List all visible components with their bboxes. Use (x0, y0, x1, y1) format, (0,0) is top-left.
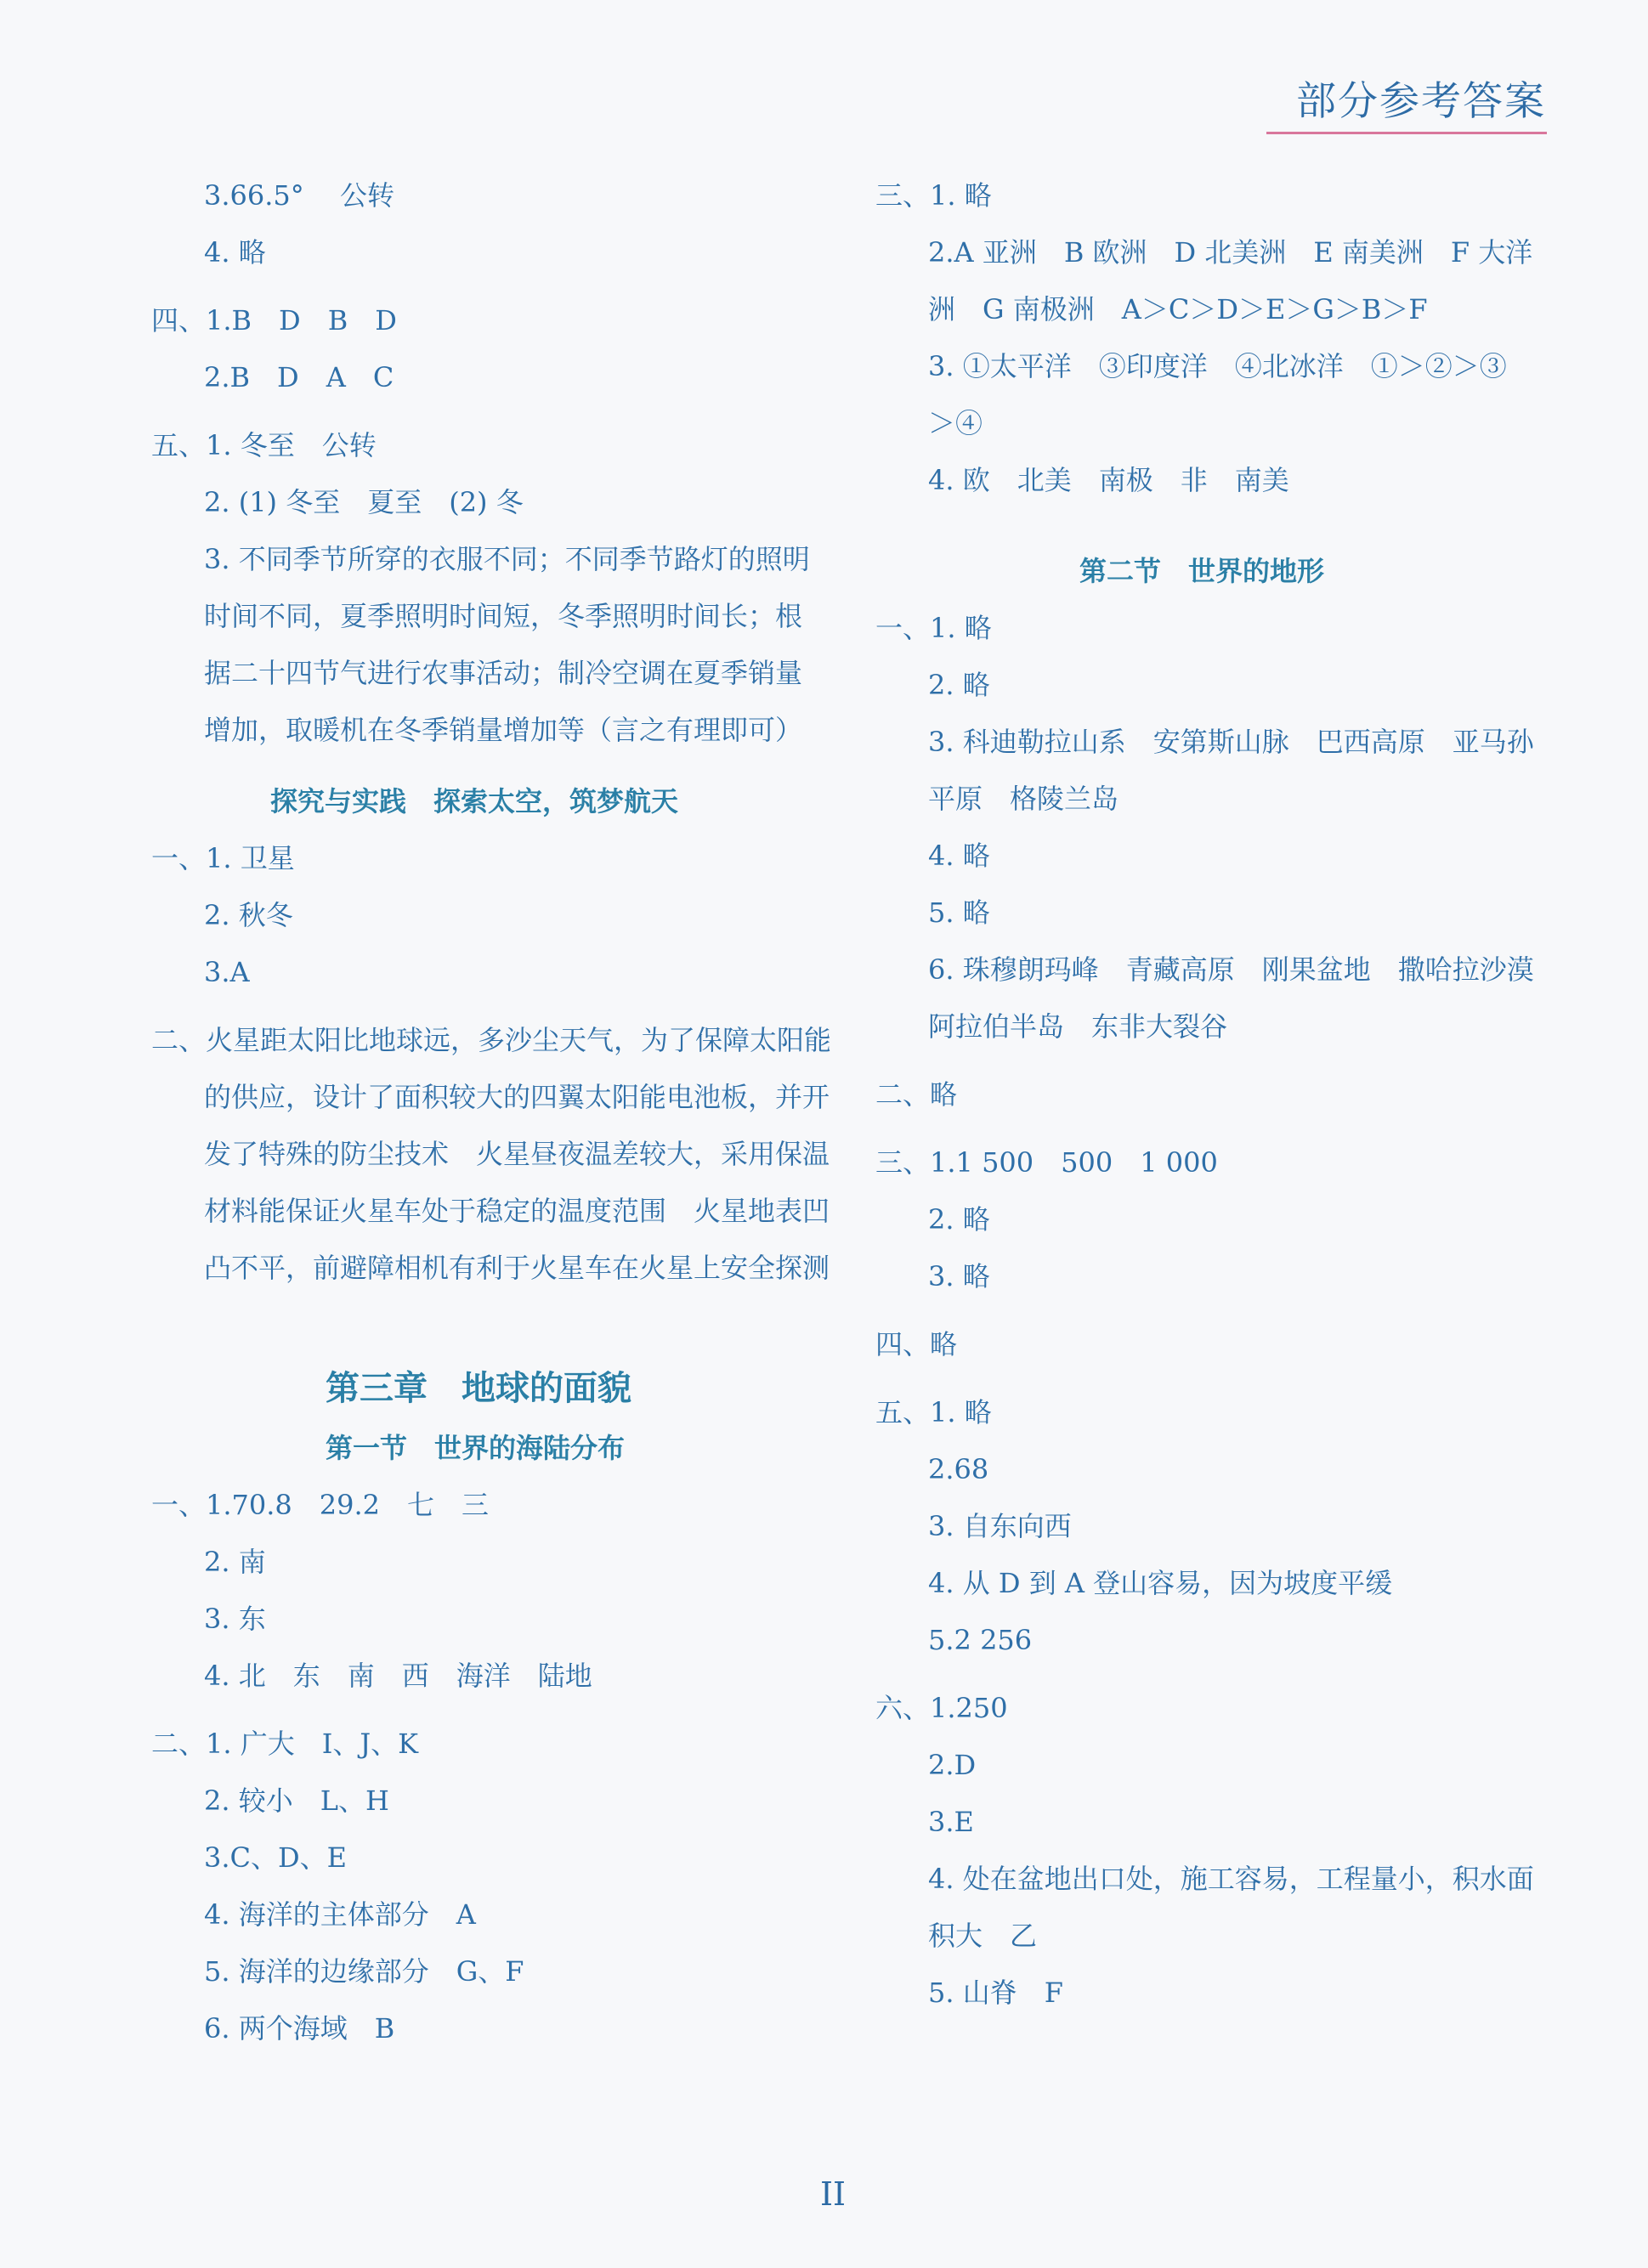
answer-line: 3.E (928, 1806, 974, 1838)
answer-line: 2. (1) 冬至 夏至 (2) 冬 (204, 486, 524, 518)
answer-line: 4. 欧 北美 南极 非 南美 (928, 464, 1289, 496)
answer-line: 五、1. 冬至 公转 (151, 429, 377, 461)
answer-line: 2. 略 (928, 669, 990, 701)
section-heading: 探究与实践 探索太空，筑梦航天 (270, 785, 679, 817)
answer-line: 3. 自东向西 (928, 1510, 1072, 1542)
answer-line: 4. 略 (204, 236, 266, 269)
answer-line: 2.B D A C (204, 361, 394, 393)
answer-line: 3. 科迪勒拉山系 安第斯山脉 巴西高原 亚马孙 (928, 726, 1534, 758)
page-number: II (820, 2175, 847, 2213)
answer-line: 3. 不同季节所穿的衣服不同；不同季节路灯的照明 (204, 543, 810, 575)
answer-line: 3. 略 (928, 1260, 990, 1292)
answer-line: 一、1. 略 (875, 612, 992, 644)
answer-line: 5.2 256 (928, 1624, 1033, 1656)
answer-line: 二、略 (875, 1078, 958, 1111)
answer-line: 2.D (928, 1749, 977, 1781)
answer-line: 3. ①太平洋 ③印度洋 ④北冰洋 ①＞②＞③ (928, 350, 1507, 382)
answer-line: 增加，取暖机在冬季销量增加等（言之有理即可） (204, 714, 803, 746)
chapter-heading: 第三章 地球的面貌 (326, 1368, 631, 1408)
answer-line: 4. 北 东 南 西 海洋 陆地 (204, 1660, 592, 1692)
answer-line: ＞④ (928, 407, 983, 439)
answer-line: 2. 略 (928, 1203, 990, 1236)
answer-line: 发了特殊的防尘技术 火星昼夜温差较大，采用保温 (204, 1138, 830, 1170)
answer-line: 3.66.5° 公转 (204, 179, 394, 212)
answer-line: 5. 略 (928, 896, 990, 929)
answer-line: 3.A (204, 956, 250, 988)
section-heading: 第二节 世界的地形 (1079, 555, 1325, 587)
answer-line: 二、火星距太阳比地球远，多沙尘天气，为了保障太阳能 (151, 1024, 832, 1056)
answer-line: 2. 较小 L、H (204, 1784, 389, 1817)
answer-line: 二、1. 广大 I、J、K (151, 1728, 419, 1760)
answer-line: 的供应，设计了面积较大的四翼太阳能电池板，并开 (204, 1081, 830, 1113)
answer-line: 4. 从 D 到 A 登山容易，因为坡度平缓 (928, 1567, 1393, 1599)
answer-line: 3. 东 (204, 1603, 266, 1635)
answer-line: 5. 海洋的边缘部分 G、F (204, 1955, 524, 1988)
answer-line: 4. 略 (928, 840, 990, 872)
answer-line: 一、1. 卫星 (151, 842, 295, 874)
answer-line: 五、1. 略 (875, 1396, 992, 1428)
answer-line: 4. 处在盆地出口处，施工容易，工程量小，积水面 (928, 1863, 1534, 1895)
section-heading: 第一节 世界的海陆分布 (326, 1432, 626, 1464)
answer-line: 2. 秋冬 (204, 899, 293, 931)
answer-line: 积大 乙 (928, 1920, 1038, 1952)
answer-line: 4. 海洋的主体部分 A (204, 1898, 476, 1931)
answer-line: 一、1.70.8 29.2 七 三 (151, 1489, 490, 1521)
answer-line: 凸不平，前避障相机有利于火星车在火星上安全探测 (204, 1252, 830, 1284)
answer-line: 据二十四节气进行农事活动；制冷空调在夏季销量 (204, 657, 803, 689)
answer-line: 2. 南 (204, 1546, 266, 1578)
answer-line: 阿拉伯半岛 东非大裂谷 (928, 1010, 1228, 1043)
answer-line: 三、1. 略 (875, 179, 992, 212)
answer-line: 2.A 亚洲 B 欧洲 D 北美洲 E 南美洲 F 大洋 (928, 236, 1533, 269)
answer-line: 洲 G 南极洲 A＞C＞D＞E＞G＞B＞F (928, 293, 1428, 325)
header-rule (1266, 132, 1547, 134)
answer-line: 3.C、D、E (204, 1841, 348, 1874)
header-title: 部分参考答案 (1296, 78, 1546, 125)
answer-line: 5. 山脊 F (928, 1977, 1063, 2009)
answer-line: 四、略 (875, 1328, 958, 1360)
answer-line: 四、1.B D B D (151, 304, 397, 337)
answer-line: 时间不同，夏季照明时间短，冬季照明时间长；根 (204, 600, 803, 632)
answer-line: 2.68 (928, 1453, 989, 1485)
answer-line: 平原 格陵兰岛 (928, 783, 1119, 815)
answer-line: 6. 两个海域 B (204, 2012, 395, 2045)
answer-line: 6. 珠穆朗玛峰 青藏高原 刚果盆地 撒哈拉沙漠 (928, 953, 1534, 986)
answer-line: 六、1.250 (875, 1692, 1008, 1724)
answer-line: 材料能保证火星车处于稳定的温度范围 火星地表凹 (204, 1195, 830, 1227)
answer-line: 三、1.1 500 500 1 000 (875, 1146, 1218, 1179)
